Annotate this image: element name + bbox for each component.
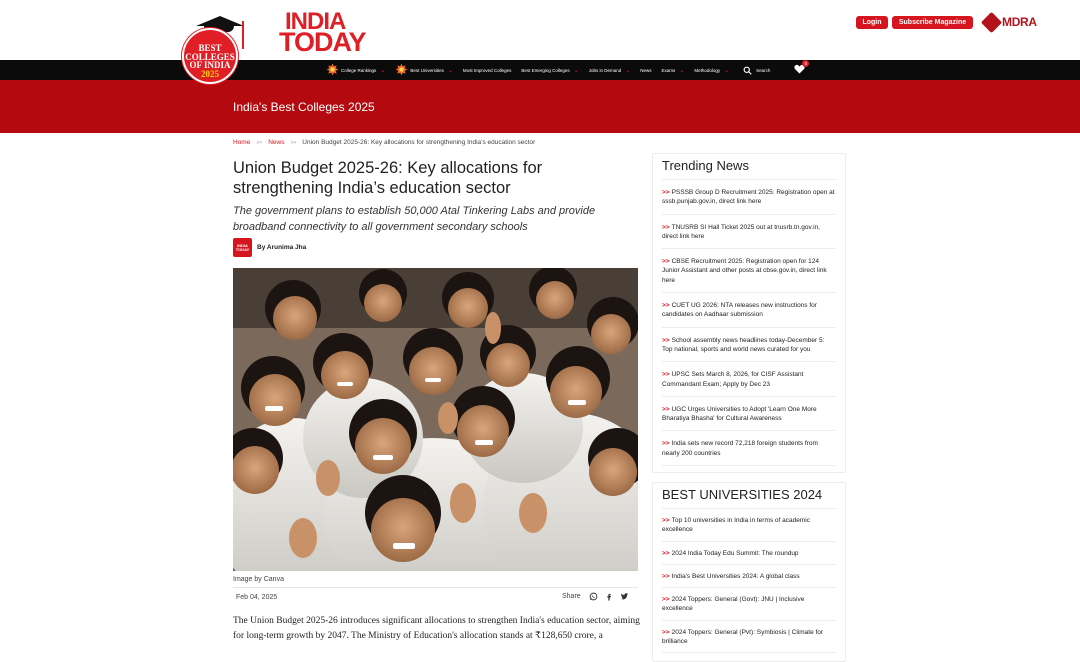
divider bbox=[233, 587, 638, 588]
trending-news-item[interactable] bbox=[662, 249, 836, 293]
article-subtitle: The government plans to establish 50,000 Atal Tinkering Labs and provide broadband connectivity to all government secondary schools bbox=[233, 205, 596, 233]
bullet-arrow-icon: >> bbox=[662, 517, 670, 524]
bullet-arrow-icon: >> bbox=[662, 371, 670, 379]
author-name[interactable]: By Arunima Jha bbox=[257, 244, 307, 251]
breadcrumb-current: Union Budget 2025-26: Key allocations for strengthening India’s education sector bbox=[302, 139, 536, 146]
best-universities-item[interactable] bbox=[662, 588, 836, 621]
news-headline[interactable]: India's Best Universities 2024: A global class bbox=[671, 572, 800, 580]
bullet-arrow-icon: >> bbox=[662, 405, 670, 413]
trending-news-item[interactable] bbox=[662, 328, 836, 363]
best-universities-item[interactable] bbox=[662, 542, 836, 565]
trending-news-item[interactable] bbox=[662, 293, 836, 328]
bullet-arrow-icon: >> bbox=[662, 549, 670, 557]
nav-item-label: Jobs in Demand bbox=[588, 67, 622, 73]
image-caption: Image by Canva bbox=[233, 576, 284, 583]
nav-item-best-universities[interactable] bbox=[395, 63, 453, 77]
breadcrumb-news[interactable]: News bbox=[268, 139, 285, 146]
bullet-arrow-icon: >> bbox=[662, 628, 670, 636]
bullet-arrow-icon: >> bbox=[662, 258, 670, 266]
children-photo-illustration bbox=[233, 268, 638, 571]
nav-item-label: College Rankings bbox=[341, 67, 377, 73]
author-avatar: INDIA TODAY bbox=[233, 238, 252, 257]
trending-news-card bbox=[652, 153, 846, 473]
news-headline[interactable]: 2024 Toppers: General (Pvt): Symbiosis | Climate for brilliance bbox=[662, 628, 824, 646]
bullet-arrow-icon: >> bbox=[662, 440, 670, 448]
bullet-arrow-icon: >> bbox=[662, 223, 670, 231]
article-title: Union Budget 2025-26: Key allocations for strengthening India’s education sector bbox=[233, 159, 543, 197]
nav-search[interactable] bbox=[743, 66, 770, 75]
chevron-down-icon: ⌄ bbox=[679, 67, 685, 74]
whatsapp-icon[interactable] bbox=[589, 592, 598, 601]
nav-items bbox=[326, 60, 808, 80]
nav-item-label: Methodology bbox=[694, 67, 721, 73]
trending-news-item[interactable] bbox=[662, 215, 836, 250]
chevron-down-icon: ⌄ bbox=[724, 67, 730, 74]
facebook-icon[interactable] bbox=[605, 592, 613, 601]
badge-line-3: OF INDIA bbox=[189, 60, 231, 70]
share-bar bbox=[562, 592, 636, 601]
nav-item-methodology[interactable] bbox=[694, 67, 729, 74]
india-today-logo[interactable] bbox=[279, 8, 373, 57]
trending-news-item[interactable] bbox=[662, 397, 836, 432]
chevron-down-icon: ⌄ bbox=[573, 67, 579, 74]
wishlist-count: 0 bbox=[802, 60, 809, 67]
article-hero-image bbox=[233, 268, 638, 571]
nav-item-label: Best Emerging Colleges bbox=[521, 67, 570, 73]
nav-item-news[interactable] bbox=[640, 68, 651, 73]
tassel-icon bbox=[242, 21, 244, 49]
share-label: Share bbox=[562, 593, 581, 600]
nav-item-label: News bbox=[640, 67, 652, 73]
burst-icon bbox=[326, 63, 341, 77]
twitter-icon[interactable] bbox=[620, 592, 629, 601]
news-headline[interactable]: 2024 India Today Edu Summit: The roundup bbox=[671, 549, 799, 557]
section-banner bbox=[0, 80, 1080, 133]
trending-news-item[interactable] bbox=[662, 362, 836, 397]
logo-line-2: TODAY bbox=[279, 27, 366, 57]
bullet-arrow-icon: >> bbox=[662, 572, 670, 580]
chevron-down-icon: ⌄ bbox=[625, 67, 631, 74]
subscribe-magazine-button[interactable]: Subscribe Magazine bbox=[892, 16, 973, 29]
breadcrumb-separator-icon: >> bbox=[256, 139, 263, 146]
search-label: Search bbox=[756, 67, 771, 73]
breadcrumb-home[interactable]: Home bbox=[233, 139, 251, 146]
article-body: The Union Budget 2025-26 introduces significant allocations to strengthen India's education sector, aiming for long-term growth by 2047. The Ministry of Education's allocation stands at ₹128,650 crore, a bbox=[233, 616, 640, 641]
nav-item-college-rankings[interactable] bbox=[326, 63, 385, 77]
news-headline[interactable]: India sets new record 72,218 foreign students from nearly 200 countries bbox=[662, 440, 818, 457]
nav-item-label: Exams bbox=[661, 67, 676, 73]
banner-title: India's Best Colleges 2025 bbox=[233, 100, 375, 114]
bullet-arrow-icon: >> bbox=[662, 336, 670, 344]
badge-line-1: BEST bbox=[198, 43, 222, 53]
burst-icon bbox=[395, 63, 410, 77]
trending-news-item[interactable] bbox=[662, 180, 836, 215]
badge-line-2: COLLEGES bbox=[185, 51, 235, 62]
bullet-arrow-icon: >> bbox=[662, 302, 670, 310]
mdra-icon bbox=[981, 11, 1002, 32]
trending-news-title: Trending News bbox=[662, 158, 749, 173]
trending-news-item[interactable] bbox=[662, 431, 836, 466]
best-colleges-badge-logo[interactable] bbox=[182, 16, 246, 84]
publish-date: Feb 04, 2025 bbox=[236, 594, 278, 601]
best-universities-item[interactable] bbox=[662, 565, 836, 588]
badge-circle bbox=[182, 28, 238, 84]
best-universities-title: BEST UNIVERSITIES 2024 bbox=[662, 487, 823, 502]
news-headline[interactable]: PSSSB Group D Recruitment 2025: Registration open at sssb.punjab.gov.in, direct link here bbox=[662, 189, 835, 206]
nav-item-exams[interactable] bbox=[662, 67, 685, 74]
best-universities-item[interactable] bbox=[662, 621, 836, 654]
best-universities-list bbox=[662, 509, 836, 653]
news-headline[interactable]: School assembly news headlines today-December 5: Top national, sports and world news curated for you bbox=[662, 336, 825, 353]
mdra-logo-text: MDRA bbox=[1002, 15, 1037, 29]
login-button[interactable]: Login bbox=[856, 16, 888, 29]
bullet-arrow-icon: >> bbox=[662, 596, 670, 604]
nav-item-jobs-in-demand[interactable] bbox=[589, 67, 631, 74]
news-headline[interactable]: CBSE Recruitment 2025: Registration open for 124 Junior Assistant and other posts at cbse.gov.in, direct link here bbox=[662, 258, 827, 284]
mdra-logo[interactable] bbox=[984, 13, 1048, 31]
search-icon bbox=[743, 66, 752, 75]
logo-line-1: INDIA bbox=[285, 8, 346, 35]
news-headline[interactable]: UGC Urges Universities to Adopt 'Learn One More Bharatiya Bhasha' for Cultural Awareness bbox=[662, 405, 817, 423]
chevron-down-icon: ⌄ bbox=[380, 67, 386, 74]
bullet-arrow-icon: >> bbox=[662, 189, 670, 196]
news-headline[interactable]: 2024 Toppers: General (Govt): JNU | Inclusive excellence bbox=[662, 596, 805, 613]
main-navigation bbox=[0, 60, 1080, 80]
news-headline[interactable]: Top 10 universities in India in terms of academic excellence bbox=[662, 517, 810, 534]
news-headline[interactable]: UPSC Sets March 8, 2026, for CISF Assistant Commandant Exam; Apply by Dec 23 bbox=[662, 371, 804, 388]
breadcrumb bbox=[233, 139, 535, 146]
nav-item-label: Best Universities bbox=[410, 67, 444, 73]
nav-item-best-emerging-colleges[interactable] bbox=[521, 67, 578, 74]
chevron-down-icon: ⌄ bbox=[447, 67, 453, 74]
best-universities-card bbox=[652, 482, 846, 662]
news-headline[interactable]: TNUSRB SI Hall Ticket 2025 out at tnusrb.tn.gov.in, direct link here bbox=[662, 223, 820, 240]
badge-year: 2025 bbox=[201, 68, 219, 79]
nav-item-most-improved-colleges[interactable] bbox=[463, 68, 512, 73]
news-headline[interactable]: CUET UG 2026: NTA releases new instructions for candidates on Aadhaar submission bbox=[662, 302, 817, 319]
author-byline[interactable] bbox=[233, 238, 306, 257]
wishlist-button[interactable] bbox=[794, 61, 808, 79]
breadcrumb-separator-icon: >> bbox=[290, 139, 297, 146]
nav-item-label: Most Improved Colleges bbox=[462, 67, 512, 73]
trending-news-list bbox=[662, 180, 836, 466]
best-universities-item[interactable] bbox=[662, 509, 836, 542]
